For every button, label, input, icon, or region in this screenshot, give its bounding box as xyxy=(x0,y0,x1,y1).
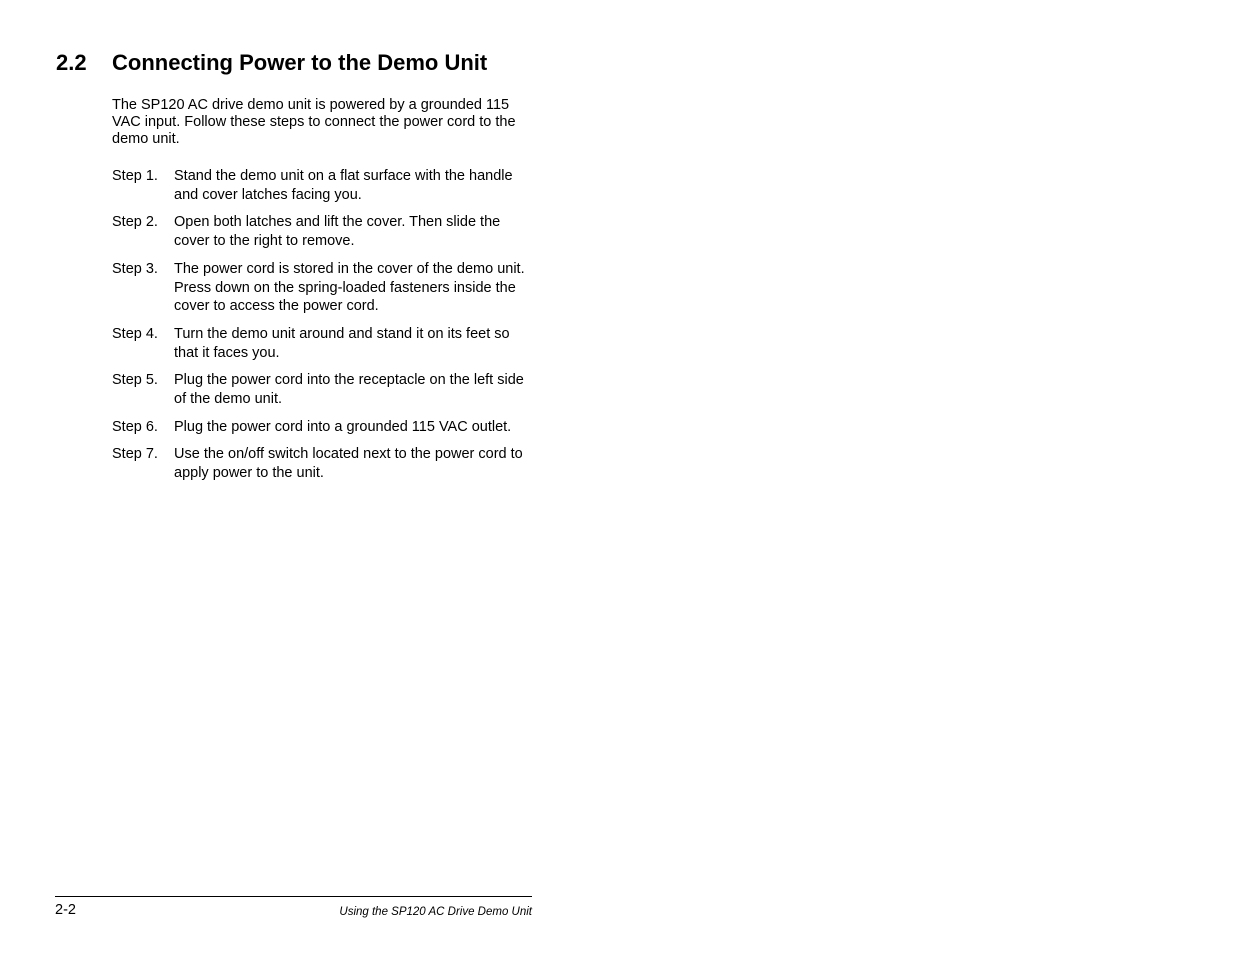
step-5 xyxy=(112,371,534,408)
step-6 xyxy=(112,418,534,437)
step-1 xyxy=(112,167,534,204)
step-label: Step 1. xyxy=(112,168,158,184)
step-text: Plug the power cord into the receptacle on the left side of the demo unit. xyxy=(174,372,524,408)
step-label: Step 7. xyxy=(112,446,158,463)
intro-paragraph: The SP120 AC drive demo unit is powered by a grounded 115 VAC input. Follow these steps to connect the power cord to the demo unit. xyxy=(112,97,516,147)
step-text: The power cord is stored in the cover of the demo unit. Press down on the spring-loaded fasteners inside the cover to access the power cord. xyxy=(174,260,525,315)
step-3 xyxy=(112,260,534,316)
step-text: Use the on/off switch located next to the power cord to apply power to the unit. xyxy=(174,446,523,482)
step-label: Step 2. xyxy=(112,214,158,231)
step-label: Step 4. xyxy=(112,325,158,342)
steps-list xyxy=(112,167,534,492)
step-label: Step 3. xyxy=(112,260,158,277)
footer-divider xyxy=(55,896,532,897)
footer-document-title: Using the SP120 AC Drive Demo Unit xyxy=(339,906,532,918)
step-7 xyxy=(112,445,534,482)
section-number: 2.2 xyxy=(56,50,87,75)
step-text: Turn the demo unit around and stand it on its feet so that it faces you. xyxy=(174,325,510,361)
step-label: Step 6. xyxy=(112,418,158,435)
section-heading xyxy=(56,49,487,77)
step-4 xyxy=(112,325,534,362)
step-text: Open both latches and lift the cover. Then slide the cover to the right to remove. xyxy=(174,214,501,250)
step-text: Plug the power cord into a grounded 115 VAC outlet. xyxy=(174,418,512,435)
step-2 xyxy=(112,213,534,250)
step-label: Step 5. xyxy=(112,372,158,389)
section-title: Connecting Power to the Demo Unit xyxy=(112,50,488,75)
page-number: 2-2 xyxy=(55,902,76,918)
step-text: Stand the demo unit on a flat surface with the handle and cover latches facing you. xyxy=(174,168,513,203)
